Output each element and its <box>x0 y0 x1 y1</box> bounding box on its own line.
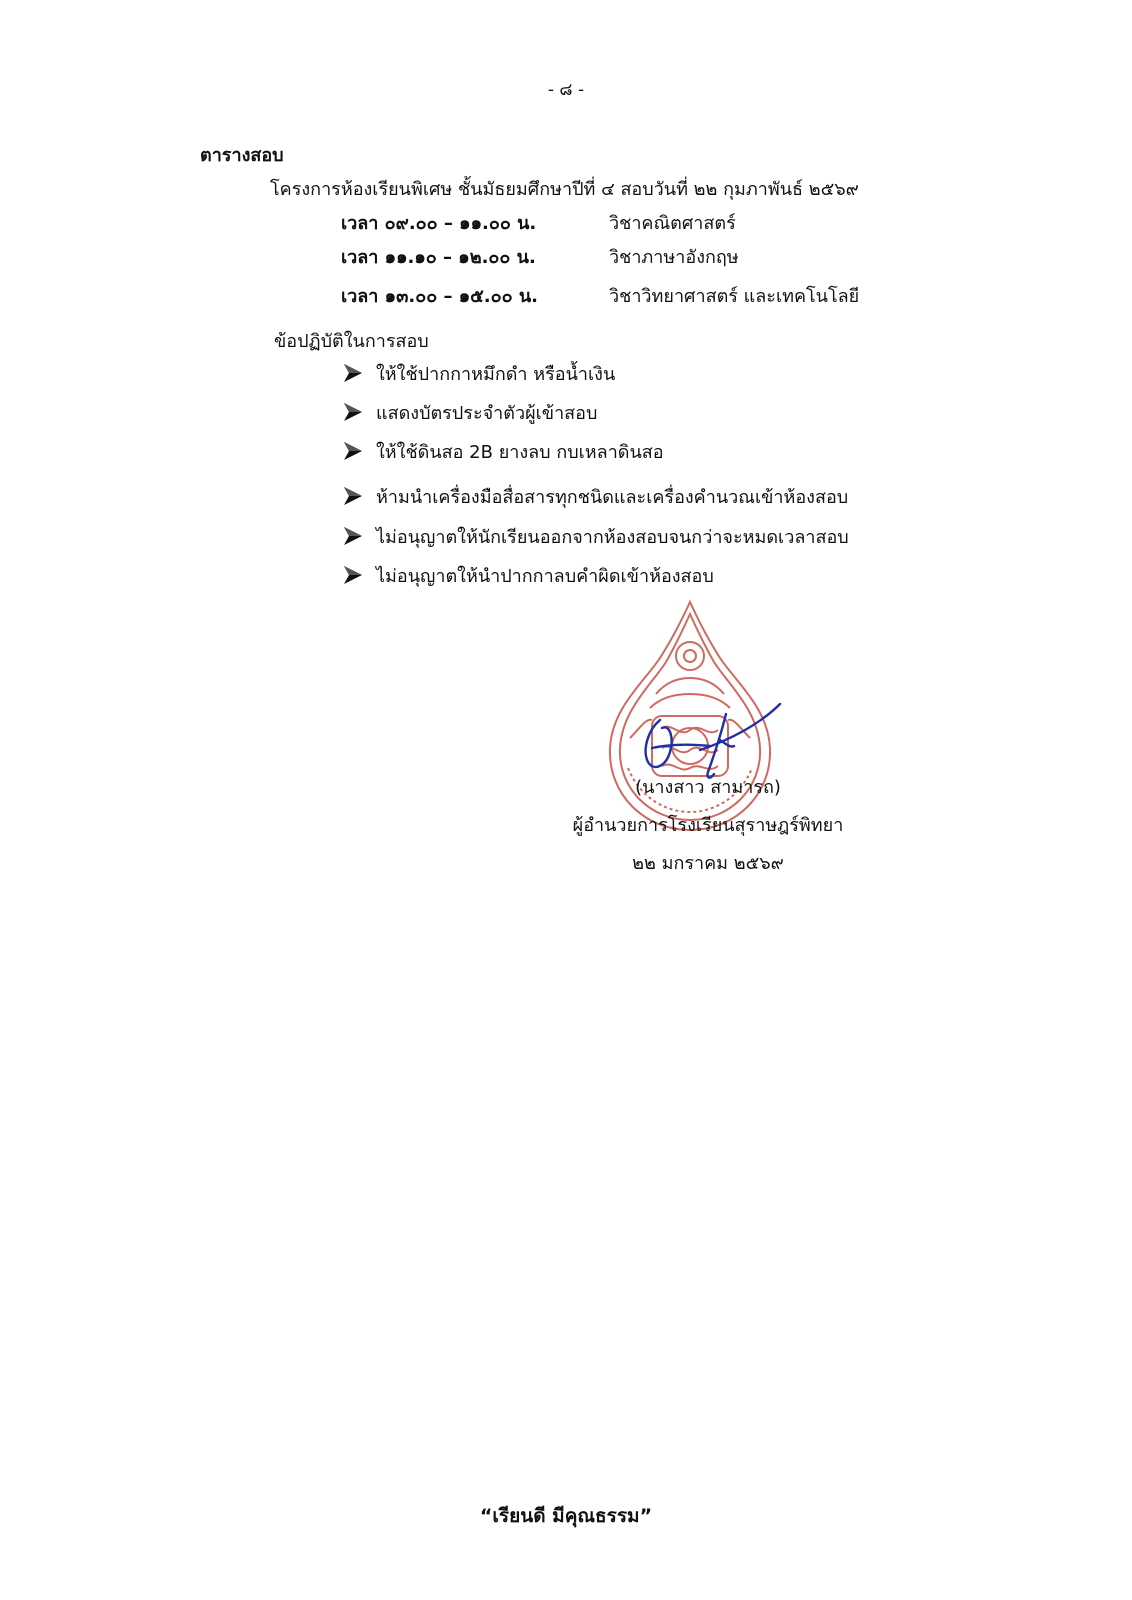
rule-text: ให้ใช้ดินสอ 2B ยางลบ กบเหลาดินสอ <box>376 441 664 463</box>
rule-item <box>342 436 664 466</box>
schedule-subject: วิชาวิทยาศาสตร์ และเทคโนโลยี <box>609 286 860 307</box>
schedule-time: เวลา ๐๙.๐๐ – ๑๑.๐๐ น. <box>341 213 537 234</box>
signature-date: ๒๒ มกราคม ๒๕๖๙ <box>632 853 784 874</box>
rule-item <box>342 521 849 551</box>
arrow-right-icon <box>342 440 364 462</box>
section-heading: ตารางสอบ <box>200 145 284 166</box>
school-motto: “เรียนดี มีคุณธรรม” <box>479 1505 653 1527</box>
exam-subtitle: โครงการห้องเรียนพิเศษ ชั้นมัธยมศึกษาปีที่ ๔ สอบวันที่ ๒๒ กุมภาพันธ์ ๒๕๖๙ <box>270 179 859 200</box>
arrow-right-icon <box>342 564 364 586</box>
rule-item <box>342 481 848 511</box>
rule-text: ไม่อนุญาตให้นำปากกาลบคำผิดเข้าห้องสอบ <box>376 565 714 587</box>
arrow-right-icon <box>342 401 364 423</box>
page-number: - ๘ - <box>547 80 585 100</box>
rule-item <box>342 397 597 427</box>
rule-item <box>342 560 714 590</box>
schedule-time: เวลา ๑๑.๑๐ – ๑๒.๐๐ น. <box>341 247 536 268</box>
schedule-subject: วิชาภาษาอังกฤษ <box>609 247 739 268</box>
rule-text: ให้ใช้ปากกาหมึกดำ หรือน้ำเงิน <box>376 363 616 385</box>
rule-text: ห้ามนำเครื่องมือสื่อสารทุกชนิดและเครื่องคำนวณเข้าห้องสอบ <box>376 486 849 508</box>
signer-title: ผู้อำนวยการโรงเรียนสุราษฎร์พิทยา <box>572 815 844 836</box>
schedule-time: เวลา ๑๓.๐๐ – ๑๕.๐๐ น. <box>341 286 539 307</box>
rule-text: ไม่อนุญาตให้นักเรียนออกจากห้องสอบจนกว่าจะหมดเวลาสอบ <box>376 526 849 548</box>
arrow-right-icon <box>342 485 364 507</box>
signer-name: (นางสาว สามารถ) <box>635 777 781 798</box>
schedule-subject: วิชาคณิตศาสตร์ <box>609 213 736 234</box>
rule-item <box>342 358 615 388</box>
rule-text: แสดงบัตรประจำตัวผู้เข้าสอบ <box>376 402 598 424</box>
arrow-right-icon <box>342 525 364 547</box>
rules-heading: ข้อปฏิบัติในการสอบ <box>274 331 429 352</box>
arrow-right-icon <box>342 362 364 384</box>
